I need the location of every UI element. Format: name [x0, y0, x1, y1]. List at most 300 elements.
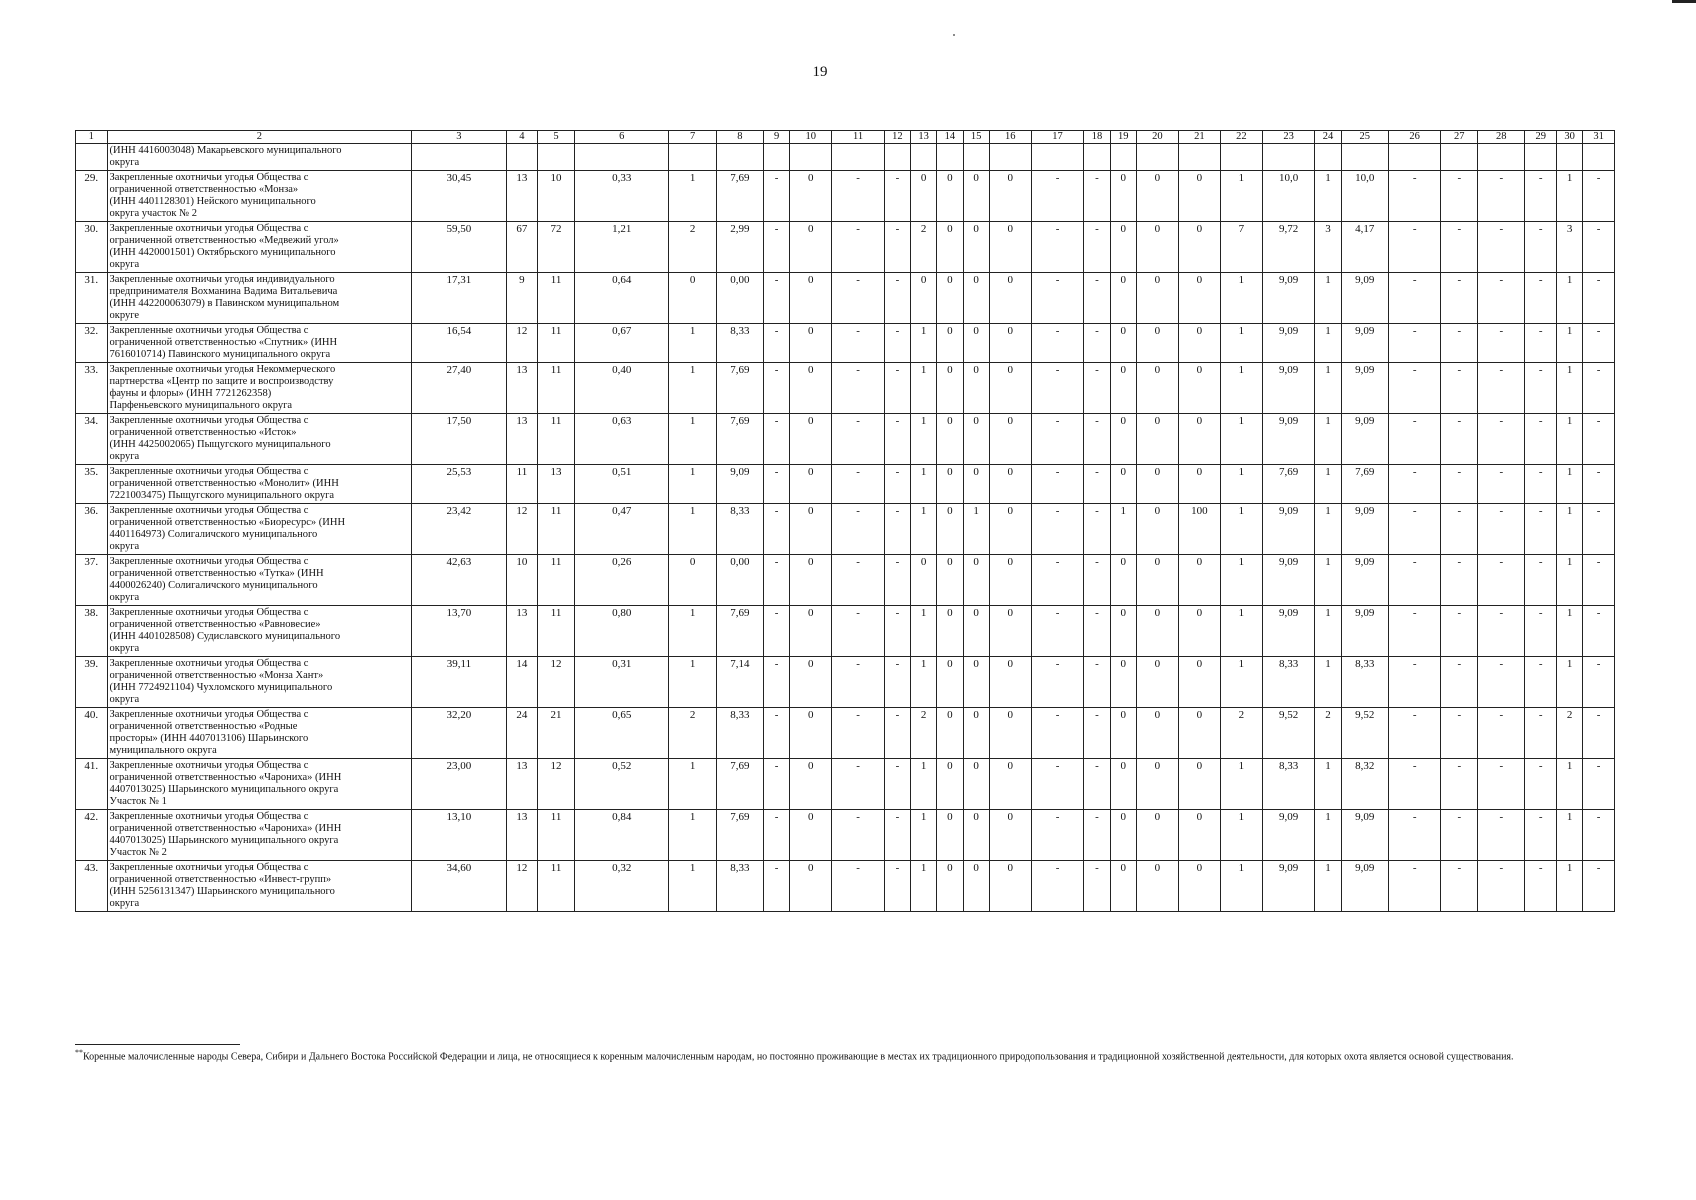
table-cell: - [1583, 708, 1615, 759]
table-cell: 1 [1315, 414, 1341, 465]
table-cell: 1 [669, 606, 716, 657]
column-header: 16 [989, 131, 1031, 144]
table-cell [764, 144, 790, 171]
row-number: 29. [76, 171, 108, 222]
row-name [107, 414, 412, 465]
table-cell: - [1583, 810, 1615, 861]
row-name [107, 810, 412, 861]
table-cell: 10 [506, 555, 538, 606]
table-cell: - [764, 555, 790, 606]
row-name-line: Закрепленные охотничьи угодья Общества с [109, 607, 309, 618]
hunting-grounds-table [75, 130, 1615, 912]
table-cell: 0 [1136, 273, 1178, 324]
table-cell: 0 [989, 504, 1031, 555]
table-cell: - [884, 555, 910, 606]
row-name [107, 759, 412, 810]
table-cell: 0 [1110, 657, 1136, 708]
row-name-line: округа [109, 643, 140, 654]
row-number: 39. [76, 657, 108, 708]
table-cell: - [1583, 324, 1615, 363]
table-row [76, 171, 1615, 222]
table-cell: 1 [1220, 171, 1262, 222]
table-cell: 0 [937, 810, 963, 861]
row-name [107, 144, 412, 171]
row-name [107, 606, 412, 657]
table-cell: 1 [669, 414, 716, 465]
table-cell: 0 [1110, 324, 1136, 363]
table-cell: - [1388, 273, 1441, 324]
table-cell: 11 [538, 606, 575, 657]
table-cell: - [1084, 759, 1110, 810]
row-name [107, 324, 412, 363]
table-cell [669, 144, 716, 171]
table-cell: - [832, 171, 885, 222]
table-cell: - [884, 465, 910, 504]
row-number: 40. [76, 708, 108, 759]
row-name-line: Закрепленные охотничьи угодья Общества с [109, 760, 309, 771]
row-number: 38. [76, 606, 108, 657]
table-cell: 0,47 [574, 504, 669, 555]
table-cell: 0,40 [574, 363, 669, 414]
table-cell: - [1084, 465, 1110, 504]
table-cell: 0 [937, 414, 963, 465]
table-cell: 12 [538, 657, 575, 708]
table-cell: 0 [989, 363, 1031, 414]
table-cell: - [1525, 465, 1557, 504]
table-cell: 0 [1136, 171, 1178, 222]
table-cell: 0 [669, 273, 716, 324]
row-name-line: округа [109, 259, 140, 270]
table-cell: 0 [790, 606, 832, 657]
row-name-line: муниципального округа [109, 745, 217, 756]
row-number: 42. [76, 810, 108, 861]
table-cell: 0 [790, 759, 832, 810]
table-cell: 16,54 [412, 324, 507, 363]
table-cell: 1 [669, 324, 716, 363]
footnote-text: Коренные малочисленные народы Севера, Сибири и Дальнего Востока Российской Федерации и лица, не относящиеся к коренным малочисленным народам, но постоянно проживающие в местах их традиционного природопользования и традиционной хозяйственной деятельности, для которых охота является основой существования. [83, 1051, 1514, 1063]
table-cell: 11 [538, 504, 575, 555]
table-cell: 1 [669, 657, 716, 708]
table-cell: - [1388, 414, 1441, 465]
table-cell: 7,69 [716, 759, 763, 810]
row-name-line: округа [109, 451, 140, 462]
table-cell: 1 [669, 810, 716, 861]
table-cell: 0 [963, 324, 989, 363]
table-cell: 0 [1178, 657, 1220, 708]
row-number: 31. [76, 273, 108, 324]
table-cell: 0,31 [574, 657, 669, 708]
table-cell: - [1525, 606, 1557, 657]
table-cell: - [1031, 273, 1084, 324]
row-name-line: предпринимателя Вохманина Вадима Витальевича [109, 286, 338, 297]
table-cell: 2,99 [716, 222, 763, 273]
table-cell: 13 [506, 414, 538, 465]
table-cell: - [832, 810, 885, 861]
table-cell [1031, 144, 1084, 171]
table-cell: 9,09 [1341, 363, 1388, 414]
table-row [76, 144, 1615, 171]
table-cell: - [764, 363, 790, 414]
table-cell: 1 [911, 606, 937, 657]
table-cell: - [1583, 171, 1615, 222]
table-cell: 0 [989, 708, 1031, 759]
column-header: 18 [1084, 131, 1110, 144]
table-cell: 0 [1136, 363, 1178, 414]
column-header: 3 [412, 131, 507, 144]
table-cell: - [764, 810, 790, 861]
table-cell: 1 [1556, 606, 1582, 657]
table-cell: 9,09 [716, 465, 763, 504]
table-cell: 17,50 [412, 414, 507, 465]
table-cell: 0 [1110, 708, 1136, 759]
column-header: 8 [716, 131, 763, 144]
table-row [76, 810, 1615, 861]
table-cell: - [1525, 810, 1557, 861]
table-cell: - [1388, 759, 1441, 810]
row-number: 36. [76, 504, 108, 555]
table-cell: - [764, 657, 790, 708]
table-cell: 9,09 [1341, 810, 1388, 861]
table-cell: 1 [911, 504, 937, 555]
table-cell: - [1478, 324, 1525, 363]
table-cell: 9,09 [1262, 273, 1315, 324]
row-name-line: Закрепленные охотничьи угодья Некоммерческого [109, 364, 336, 375]
table-cell: 0 [963, 465, 989, 504]
table-cell: 1 [911, 414, 937, 465]
table-cell: 0 [963, 759, 989, 810]
table-cell [989, 144, 1031, 171]
table-cell: - [1084, 414, 1110, 465]
row-name-line: (ИНН 4401128301) Нейского муниципального [109, 196, 316, 207]
table-cell: 1 [1315, 810, 1341, 861]
table-cell: 13 [506, 810, 538, 861]
table-cell: 67 [506, 222, 538, 273]
table-cell: - [1478, 363, 1525, 414]
table-cell: - [1441, 171, 1478, 222]
table-cell: - [884, 363, 910, 414]
table-cell: 12 [506, 861, 538, 912]
table-cell: 0 [1110, 465, 1136, 504]
row-name [107, 555, 412, 606]
table-cell: - [1084, 657, 1110, 708]
table-cell: - [884, 606, 910, 657]
column-number-row [76, 131, 1615, 144]
row-name-line: ограниченной ответственностью «Чарониха» (ИНН [109, 772, 342, 783]
table-cell: 1 [669, 363, 716, 414]
table-cell: - [1084, 555, 1110, 606]
table-cell: - [1583, 555, 1615, 606]
table-cell: - [1525, 222, 1557, 273]
table-cell: - [832, 273, 885, 324]
table-cell: 1 [1556, 810, 1582, 861]
table-cell: 9,09 [1262, 861, 1315, 912]
table-cell: - [1478, 273, 1525, 324]
table-cell: 1 [1556, 273, 1582, 324]
column-header: 4 [506, 131, 538, 144]
table-cell [832, 144, 885, 171]
row-name-line: Закрепленные охотничьи угодья Общества с [109, 709, 309, 720]
table-cell: 1 [911, 861, 937, 912]
table-cell: 1 [911, 324, 937, 363]
table-cell: 0,52 [574, 759, 669, 810]
table-cell: - [1084, 171, 1110, 222]
table-cell: 0 [963, 171, 989, 222]
table-cell: 0,80 [574, 606, 669, 657]
table-cell: 1 [963, 504, 989, 555]
table-cell: 0 [1178, 465, 1220, 504]
table-cell: - [1441, 222, 1478, 273]
table-cell: - [1583, 504, 1615, 555]
table-cell: 1 [669, 171, 716, 222]
table-cell: - [1084, 273, 1110, 324]
table-cell: 1 [1315, 465, 1341, 504]
table-cell [538, 144, 575, 171]
row-name-line: Закрепленные охотничьи угодья Общества с [109, 505, 309, 516]
table-row [76, 273, 1615, 324]
table-cell: - [1583, 273, 1615, 324]
table-cell: - [1084, 504, 1110, 555]
table-cell: 0 [790, 324, 832, 363]
table-cell: - [1478, 171, 1525, 222]
row-name-line: ограниченной ответственностью «Исток» [109, 427, 297, 438]
column-header: 1 [76, 131, 108, 144]
table-cell: - [1084, 606, 1110, 657]
table-cell: 9,09 [1341, 606, 1388, 657]
table-cell: 1 [1556, 363, 1582, 414]
table-cell: 1 [911, 657, 937, 708]
row-name-line: Закрепленные охотничьи угодья Общества с [109, 556, 309, 567]
table-cell: 1,21 [574, 222, 669, 273]
table-row [76, 708, 1615, 759]
page-number: 19 [812, 64, 828, 80]
table-cell: 1 [1315, 324, 1341, 363]
table-cell: 3 [1556, 222, 1582, 273]
table-cell: - [1525, 363, 1557, 414]
column-header: 10 [790, 131, 832, 144]
table-cell: - [1031, 363, 1084, 414]
table-cell: - [764, 504, 790, 555]
table-cell: 9 [506, 273, 538, 324]
table-cell: 0 [937, 555, 963, 606]
column-header: 2 [107, 131, 412, 144]
table-cell: 1 [669, 759, 716, 810]
table-cell: - [764, 171, 790, 222]
table-cell: 7,69 [1341, 465, 1388, 504]
table-cell: 0,32 [574, 861, 669, 912]
table-cell: 1 [1556, 324, 1582, 363]
table-cell: 1 [1315, 555, 1341, 606]
table-cell: 13 [506, 363, 538, 414]
table-row [76, 222, 1615, 273]
row-name-line: округа [109, 898, 140, 909]
table-cell: 2 [1220, 708, 1262, 759]
table-cell: - [1441, 861, 1478, 912]
table-cell: 100 [1178, 504, 1220, 555]
table-cell: 1 [1220, 273, 1262, 324]
table-cell: - [1084, 861, 1110, 912]
table-cell: 0 [989, 657, 1031, 708]
table-cell: 1 [1220, 810, 1262, 861]
column-header: 11 [832, 131, 885, 144]
table-cell: - [884, 504, 910, 555]
table-cell: 0 [790, 810, 832, 861]
table-cell: - [1525, 708, 1557, 759]
row-name-line: округа [109, 592, 140, 603]
table-cell: - [1388, 504, 1441, 555]
table-cell: - [1388, 171, 1441, 222]
table-cell: - [832, 414, 885, 465]
row-number: 33. [76, 363, 108, 414]
row-number: 37. [76, 555, 108, 606]
table-cell: 0 [1178, 861, 1220, 912]
table-cell: 8,33 [1262, 657, 1315, 708]
table-cell: 0 [989, 810, 1031, 861]
table-cell: - [1525, 273, 1557, 324]
row-number: 35. [76, 465, 108, 504]
table-cell [1556, 144, 1582, 171]
table-cell [716, 144, 763, 171]
table-cell: 0,26 [574, 555, 669, 606]
table-cell [1220, 144, 1262, 171]
table-cell: - [1084, 708, 1110, 759]
table-cell: - [1031, 504, 1084, 555]
table-cell: 9,09 [1262, 363, 1315, 414]
table-cell: 0,33 [574, 171, 669, 222]
table-cell: 0 [989, 414, 1031, 465]
row-name-line: ограниченной ответственностью «Чарониха» (ИНН [109, 823, 342, 834]
table-cell: 9,52 [1341, 708, 1388, 759]
table-cell: 1 [1220, 606, 1262, 657]
table-cell: 0 [963, 363, 989, 414]
table-cell: 0 [989, 861, 1031, 912]
table-cell: 11 [538, 555, 575, 606]
table-cell [506, 144, 538, 171]
table-row [76, 861, 1615, 912]
table-cell: - [1031, 324, 1084, 363]
table-cell: 0 [911, 171, 937, 222]
table-cell: - [1478, 222, 1525, 273]
column-header: 17 [1031, 131, 1084, 144]
table-cell: 0 [963, 657, 989, 708]
table-cell: 59,50 [412, 222, 507, 273]
row-name-line: (ИНН 4416003048) Макарьевского муниципального [109, 145, 342, 156]
table-cell: 8,33 [716, 324, 763, 363]
table-cell: - [1525, 861, 1557, 912]
table-cell: 24 [506, 708, 538, 759]
table-cell: - [832, 759, 885, 810]
table-cell: 0 [1178, 363, 1220, 414]
table-cell: 8,32 [1341, 759, 1388, 810]
table-cell: 8,33 [716, 861, 763, 912]
table-cell: 32,20 [412, 708, 507, 759]
table-cell: 27,40 [412, 363, 507, 414]
table-cell: 11 [538, 324, 575, 363]
row-name [107, 273, 412, 324]
table-cell: 0 [989, 759, 1031, 810]
table-cell: - [1031, 861, 1084, 912]
table-cell [412, 144, 507, 171]
table-cell: 0 [790, 657, 832, 708]
table-row [76, 414, 1615, 465]
table-cell: - [884, 810, 910, 861]
column-header: 15 [963, 131, 989, 144]
row-name [107, 657, 412, 708]
table-cell: 0 [1110, 759, 1136, 810]
table-cell: 13 [538, 465, 575, 504]
table-cell: - [1525, 171, 1557, 222]
row-name-line: ограниченной ответственностью «Медвежий угол» [109, 235, 339, 246]
table-cell: 0 [989, 171, 1031, 222]
table-cell: 0 [1136, 324, 1178, 363]
row-name-line: Участок № 2 [109, 847, 167, 858]
table-cell: - [1084, 363, 1110, 414]
table-cell: - [1478, 810, 1525, 861]
row-name-line: Закрепленные охотничьи угодья Общества с [109, 325, 309, 336]
table-cell: 1 [1556, 465, 1582, 504]
table-cell: - [1441, 606, 1478, 657]
table-cell: 0 [1110, 171, 1136, 222]
table-cell: 0 [937, 504, 963, 555]
row-name-line: 4407013025) Шарьинского муниципального округа [109, 835, 339, 846]
table-cell: 9,09 [1341, 861, 1388, 912]
table-cell: 1 [1220, 465, 1262, 504]
row-name-line: Закрепленные охотничьи угодья индивидуального [109, 274, 335, 285]
column-header: 20 [1136, 131, 1178, 144]
table-cell: - [884, 273, 910, 324]
table-cell: 1 [1315, 363, 1341, 414]
table-cell: 0,67 [574, 324, 669, 363]
row-name-line: ограниченной ответственностью «Спутник» (ИНН [109, 337, 338, 348]
table-cell: 0 [1136, 861, 1178, 912]
table-row [76, 555, 1615, 606]
table-cell: 0 [1136, 222, 1178, 273]
table-cell: 4,17 [1341, 222, 1388, 273]
table-cell: 1 [1315, 504, 1341, 555]
table-cell: 2 [669, 708, 716, 759]
table-cell: - [884, 414, 910, 465]
column-header: 26 [1388, 131, 1441, 144]
column-header: 5 [538, 131, 575, 144]
table-cell: 0 [1178, 324, 1220, 363]
table-cell: 13,70 [412, 606, 507, 657]
table-cell: 23,00 [412, 759, 507, 810]
table-cell: - [1084, 222, 1110, 273]
row-name-line: ограниченной ответственностью «Родные [109, 721, 298, 732]
table-cell: - [764, 759, 790, 810]
table-cell: 13,10 [412, 810, 507, 861]
table-cell: 1 [1315, 606, 1341, 657]
table-cell: 11 [538, 414, 575, 465]
row-name-line: ограниченной ответственностью «Тутка» (ИНН [109, 568, 324, 579]
table-cell: 0 [669, 555, 716, 606]
table-cell: 1 [1220, 324, 1262, 363]
table-cell: 11 [538, 273, 575, 324]
table-cell: - [884, 861, 910, 912]
table-cell: 1 [1220, 657, 1262, 708]
table-cell: 0 [1178, 759, 1220, 810]
table-cell: 11 [538, 363, 575, 414]
table-cell: 23,42 [412, 504, 507, 555]
row-name [107, 708, 412, 759]
row-name-line: 4407013025) Шарьинского муниципального округа [109, 784, 339, 795]
table-cell: 1 [1556, 504, 1582, 555]
row-name-line: округе [109, 310, 140, 321]
table-cell: 0 [1178, 414, 1220, 465]
row-name-line: 7221003475) Пыщугского муниципального округа [109, 490, 335, 501]
table-row [76, 324, 1615, 363]
table-cell: - [1583, 657, 1615, 708]
table-cell: - [1583, 759, 1615, 810]
